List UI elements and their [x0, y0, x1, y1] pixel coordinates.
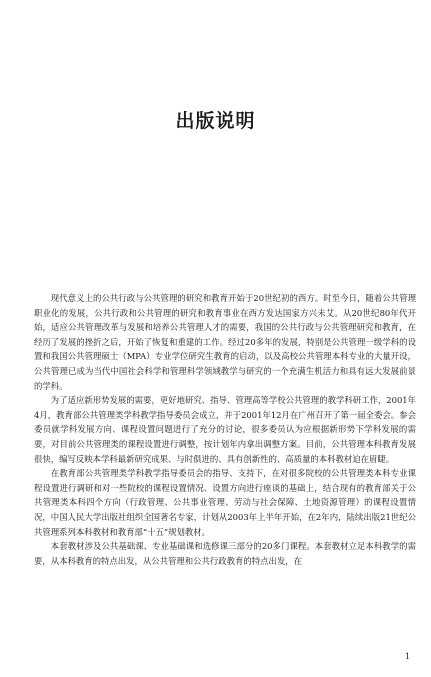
body-text [34, 291, 416, 568]
paragraph: 本套教材涉及公共基础课、专业基础课和选修课三部分的20多门课程。本套教材立足本科教学的需要，从本科教育的特点出发，从公共管理和公共行政教育的特点出发，在 [34, 541, 416, 566]
paragraph: 在教育部公共管理类学科教学指导委员会的指导、支持下，在对很多院校的公共管理类本科专业课程设置进行调研和对一些院校的课程设置情况、设置方向进行座谈的基础上，结合现有的教育部关于公共管理类本科四个方向（行政管理、公共事业管理、劳动与社会保障、土地资源管理）的课程设置情况，中国人民大学出版社组织全国著名专家，计划从2003年上半年开始，在2年内，陆续出版21世纪公共管理系列本科教材和教育部“十五”规划教材。 [34, 468, 416, 537]
paragraph: 为了适应新形势发展的需要，更好地研究、指导、管理高等学校公共管理的教学科研工作，2001年4月，教育部公共管理类学科教学指导委员会成立，并于2001年12月在广州召开了第一届全委会。参会委员就学科发展方向、课程设置问题进行了充分的讨论，很多委员认为应根据新形势下学科发展的需要，对目前公共管理类的课程设置进行调整，按计划年内拿出调整方案。目前，公共管理本科教育发展很快，编写反映本学科最新研究成果、与时俱进的、具有创新性的、高质量的本科教材迫在眉睫。 [34, 395, 416, 464]
page-title: 出版说明 [175, 110, 256, 132]
paragraph: 现代意义上的公共行政与公共管理的研究和教育开始于20世纪初的西方。时至今日，随着公共管理职业化的发展，公共行政和公共管理的研究和教育事业在西方发达国家方兴未艾。从20世纪80年代开始，适应公共管理改革与发展和培养公共管理人才的需要，我国的公共行政与公共管理研究和教育，在经历了发展的挫折之后，开始了恢复和重建的工作。经过20多年的发展，特别是公共管理一级学科的设置和我国公共管理硕士（MPA）专业学位研究生教育的启动，以及高校公共管理本科专业的大量开设，公共管理已成为当代中国社会科学和管理科学领域教学与研究的一个充满生机活力和具有远大发展前景的学科。 [34, 293, 416, 391]
page-number: 1 [404, 652, 410, 661]
